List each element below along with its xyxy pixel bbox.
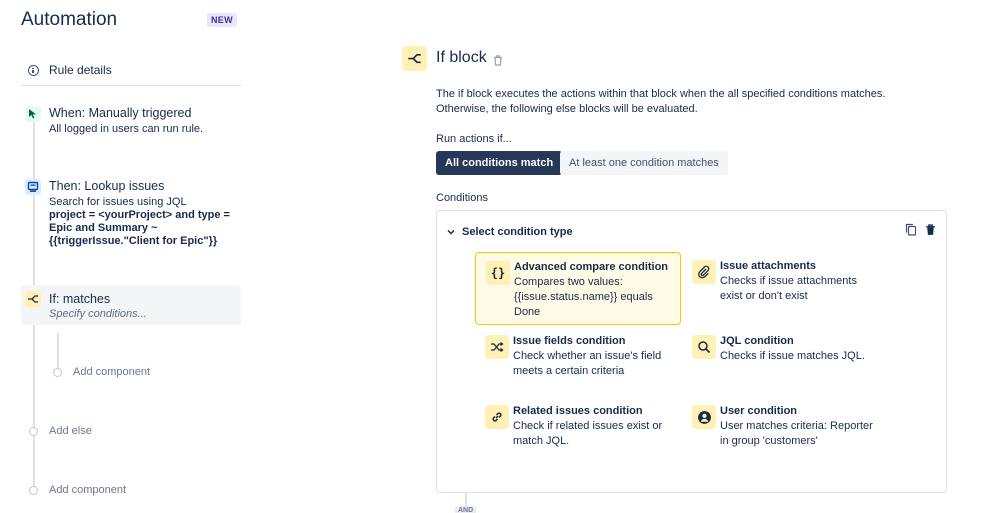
card-desc: Check if related issues exist or match JQL. [513, 420, 663, 447]
cursor-click-icon [25, 106, 41, 122]
curly-braces-icon: {} [486, 261, 510, 285]
if-block-icon [402, 46, 427, 71]
trigger-desc: All logged in users can run rule. [49, 123, 204, 135]
user-condition-card[interactable] [682, 397, 888, 470]
card-desc: User matches criteria: Reporter in group 'customers' [720, 420, 873, 447]
card-title: User condition [720, 405, 798, 417]
trigger-title: When: Manually triggered [49, 106, 192, 120]
paperclip-icon [692, 260, 716, 284]
if-step-title: If: matches [49, 292, 111, 306]
and-tag: AND [455, 506, 476, 513]
select-condition-type-toggle[interactable] [447, 223, 573, 241]
card-desc: Checks if issue matches JQL. [720, 350, 865, 362]
if-block-description: The if block executes the actions within that block when the all specified conditions matches. Otherwise, the following else blocks will be evaluated. [436, 88, 886, 115]
sub-timeline-line [57, 333, 59, 369]
lookup-icon [25, 179, 41, 195]
if-step-desc: Specify conditions... [49, 308, 147, 320]
issue-fields-condition-card[interactable] [475, 327, 681, 400]
card-title: JQL condition [720, 335, 794, 347]
lookup-jql-query: project = <yourProject> and type = Epic and Summary ~ {{triggerIssue."Client for Epic"}} [49, 209, 230, 247]
copy-icon[interactable] [905, 223, 917, 241]
any-condition-matches-button[interactable]: At least one condition matches [560, 151, 728, 175]
add-component-inner-button[interactable] [53, 366, 150, 378]
jql-condition-card[interactable] [682, 327, 888, 400]
chevron-down-icon [447, 223, 455, 241]
branch-icon [25, 291, 41, 307]
card-title: Advanced compare condition [514, 261, 669, 273]
card-desc: Check whether an issue's field meets a certain criteria [513, 350, 662, 377]
select-condition-type-label: Select condition type [462, 226, 573, 238]
sidebar [0, 0, 260, 513]
user-icon [692, 405, 716, 429]
add-else-label: Add else [49, 425, 92, 437]
run-actions-label: Run actions if... [436, 133, 512, 145]
lookup-desc-text: Search for issues using JQL [49, 196, 187, 208]
lookup-title: Then: Lookup issues [49, 179, 165, 193]
trash-icon[interactable] [925, 223, 936, 241]
panel-actions [905, 223, 936, 241]
add-component-button[interactable] [29, 484, 126, 496]
link-icon [485, 405, 509, 429]
card-desc: Checks if issue attachments exist or don't exist [720, 275, 857, 302]
add-dot-icon [53, 368, 62, 377]
add-else-button[interactable] [29, 425, 92, 437]
card-title: Related issues condition [513, 405, 643, 417]
search-icon [692, 335, 716, 359]
if-step[interactable] [21, 285, 241, 325]
add-dot-icon [29, 486, 38, 495]
rule-details-label: Rule details [49, 63, 112, 77]
card-title: Issue fields condition [513, 335, 626, 347]
new-badge: NEW [207, 13, 237, 27]
card-title: Issue attachments [720, 260, 816, 272]
trigger-step[interactable] [21, 104, 241, 138]
card-desc: Compares two values: {{issue.status.name}} equals Done [514, 276, 653, 318]
conditions-panel [436, 210, 947, 493]
page-title: If block [436, 49, 487, 66]
add-dot-icon [29, 427, 38, 436]
add-component-inner-label: Add component [73, 366, 151, 378]
advanced-compare-condition-card[interactable] [475, 252, 681, 325]
conditions-label: Conditions [436, 192, 488, 204]
delete-block-icon[interactable] [493, 53, 503, 71]
app-title: Automation [21, 9, 118, 30]
add-component-label: Add component [49, 484, 127, 496]
issue-attachments-card[interactable] [682, 252, 888, 325]
lookup-desc [49, 196, 241, 248]
all-conditions-match-button[interactable]: All conditions match [436, 151, 562, 175]
sidebar-divider [21, 85, 241, 86]
lookup-step[interactable] [21, 177, 241, 252]
related-issues-condition-card[interactable] [475, 397, 681, 470]
rule-details-link[interactable] [21, 55, 241, 85]
shuffle-icon [485, 335, 509, 359]
info-icon [28, 65, 39, 76]
